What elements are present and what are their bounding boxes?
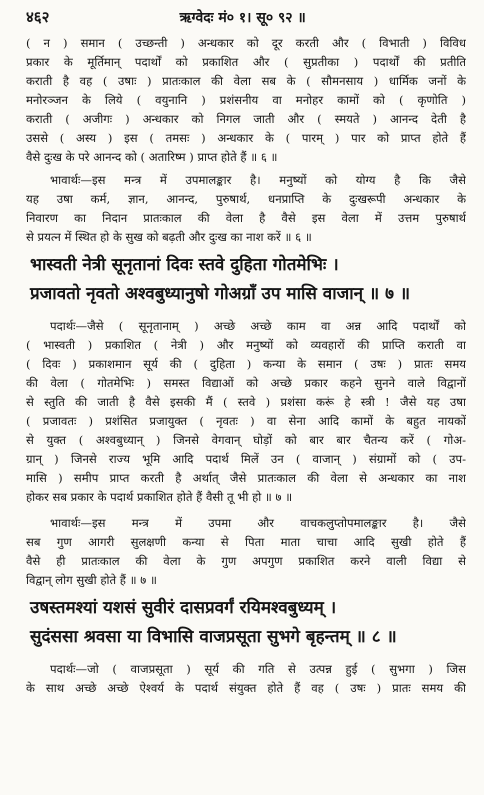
mantra-verse-8 — [26, 594, 466, 652]
text-line: से युक्त ( अश्वबुध्यान् ) जिनसे वेगवान् घोड़ों को बार बार चैतन्य करें ( गोअ- — [26, 433, 466, 447]
text-line: पदार्थः—जो ( वाजप्रसूता ) सूर्य की गति से उत्पन्न हुई ( सुभगा ) जिस — [50, 662, 466, 676]
page-number: ४६२ — [26, 8, 50, 26]
text-line: से प्रयत्न में स्थित हो के सुख को बढ़ती और दुःख का नाश करें ॥ ६ ॥ — [26, 230, 312, 244]
text-line: मासि ) समीप प्राप्त करती है अर्थात् जैसे प्रातःकाल की वेला से अन्धकार का नाश — [26, 471, 466, 485]
text-line: सब गुण आगरी सुलक्षणी कन्या से पिता माता चाचा आदि सुखी होते हैं — [26, 535, 466, 549]
text-line: निवारण का निदान प्रातःकाल की वेला है वैसे इस वेला में उत्तम पुरुषार्थ — [26, 211, 466, 225]
text-line: मनोरञ्जन के लिये ( वयुनानि ) प्रशंसनीय वा मनोहर कामों को ( कृणोति ) — [26, 93, 466, 107]
mantra-verse-7 — [26, 251, 466, 309]
verse-line: प्रजावतो नृवतो अश्वबुध्यानुषो गोअग्राँ उप मासि वाजान् ॥ ७ ॥ — [30, 284, 411, 304]
text-line: होकर सब प्रकार के पदार्थ प्रकाशित होते हैं वैसी तू भी हो ॥ ७ ॥ — [26, 490, 293, 504]
text-line: वैसे ही प्रातःकाल की वेला के गुण अपगुण प्रकाशित करने वाली विद्या से — [26, 554, 466, 568]
text-line: ( न ) समान ( उच्छन्ती ) अन्धकार को दूर करती और ( विभाती ) विविध — [26, 36, 466, 50]
text-line: भावार्थः—इस मन्त्र में उपमा और वाचकलुप्तोपमालङ्कार है। जैसे — [50, 516, 466, 530]
text-line: उससे ( अस्य ) इस ( तमसः ) अन्धकार के ( पारम् ) पार को प्राप्त होते हैं — [26, 131, 466, 145]
text-line: प्रकार के मूर्तिमान् पदार्थों को प्रकाशित और ( सुप्रतीका ) पदार्थों की प्रतीति — [26, 55, 466, 69]
text-line: कराती है वह ( उषाः ) प्रातःकाल की वेला सब के ( सौमनसाय ) धार्मिक जनों के — [26, 74, 466, 88]
page-header — [26, 0, 466, 34]
text-line: ( भास्वती ) प्रकाशित ( नेत्री ) और मनुष्यों को व्यवहारों की प्राप्ति कराती वा — [26, 338, 466, 352]
bhavartha-paragraph — [26, 171, 466, 247]
commentary-block — [26, 34, 466, 167]
text-line: वैसे दुःख के परे आनन्द को ( अतारिष्म ) प्राप्त होते हैं ॥ ६ ॥ — [26, 150, 278, 164]
text-line: कराती ( अजीगः ) अन्धकार को निगल जाती और ( स्मयते ) आनन्द देती है — [26, 112, 466, 126]
text-line: विद्वान् लोग सुखी होते हैं ॥ ७ ॥ — [26, 573, 157, 587]
text-line: की वेला ( गोतमेभिः ) समस्त विद्याओं को अच्छे प्रकार कहने सुनने वाले विद्वानों — [26, 376, 466, 390]
text-line: पदार्थः—जैसे ( सूनृतानाम् ) अच्छे अच्छे काम वा अन्न आदि पदार्थों को — [50, 319, 466, 333]
text-line: ( दिवः ) प्रकाशमान सूर्य की ( दुहिता ) कन्या के समान ( उषः ) प्रातः समय — [26, 357, 466, 371]
verse-line: उषस्तमश्यां यशसं सुवीरं दासप्रवर्गं रयिमश्वबुध्यम् । — [30, 598, 337, 618]
padartha-paragraph — [26, 317, 466, 507]
text-line: ग्रान् ) जिनसे राज्य भूमि आदि पदार्थ मिलें उन ( वाजान् ) संग्रामों को ( उप- — [26, 452, 466, 466]
bhavartha-paragraph — [26, 514, 466, 590]
text-line: यह उषा कर्म, ज्ञान, आनन्द, पुरुषार्थ, धनप्राप्ति के दुःखरूपी अन्धकार के — [26, 192, 466, 206]
text-line: के साथ अच्छे अच्छे ऐश्वर्य के पदार्थ संयुक्त होते हैं वह ( उषः ) प्रातः समय की — [26, 681, 466, 695]
verse-line: भास्वती नेत्री सूनृतानां दिवः स्तवे दुहिता गोतमेभिः । — [30, 255, 339, 275]
text-line: से स्तुति की जाती है वैसे इसकी मैं ( स्तवे ) प्रशंसा करूं हे स्त्री ! जैसे यह उषा — [26, 395, 466, 409]
running-title: ऋग्वेदः मं० १। सू० ९२ ॥ — [179, 9, 306, 26]
text-line: भावार्थः—इस मन्त्र में उपमालङ्कार है। मनुष्यों को योग्य है कि जैसे — [50, 173, 466, 187]
padartha-paragraph — [26, 660, 466, 698]
verse-line: सुदंससा श्रवसा या विभासि वाजप्रसूता सुभगे बृहन्तम् ॥ ८ ॥ — [30, 627, 397, 647]
text-line: ( प्रजावतः ) प्रशंसित प्रजायुक्त ( नृवतः ) वा सेना आदि कामों के बहुत नायकों — [26, 414, 466, 428]
